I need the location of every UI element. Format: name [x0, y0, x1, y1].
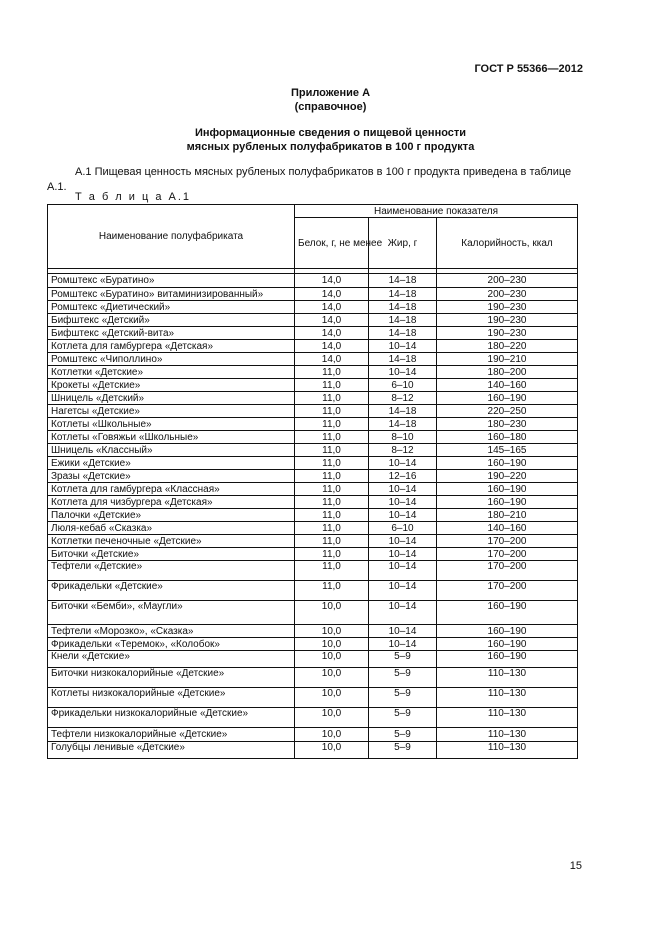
cell-product-name: Ромштекс «Буратино»: [48, 274, 295, 288]
cell-product-name: Тефтели «Морозко», «Сказка»: [48, 625, 295, 638]
cell-protein: 14,0: [295, 314, 369, 327]
appendix-title: Приложение А: [290, 87, 371, 99]
cell-protein: 10,0: [295, 601, 369, 625]
table-row: [48, 535, 578, 548]
table-row: [48, 742, 578, 759]
cell-protein: 11,0: [295, 581, 369, 601]
cell-product-name: Зразы «Детские»: [48, 470, 295, 483]
cell-product-name: Котлетки печеночные «Детские»: [48, 535, 295, 548]
cell-protein: 11,0: [295, 366, 369, 379]
cell-protein: 11,0: [295, 483, 369, 496]
cell-calories: 170–200: [437, 535, 578, 548]
cell-protein: 11,0: [295, 548, 369, 561]
cell-calories: 180–200: [437, 366, 578, 379]
cell-product-name: Бифштекс «Детский»: [48, 314, 295, 327]
table-row: [48, 651, 578, 668]
table-row: [48, 509, 578, 522]
table-row: [48, 366, 578, 379]
cell-product-name: Крокеты «Детские»: [48, 379, 295, 392]
cell-fat: 10–14: [369, 366, 437, 379]
cell-calories: 160–190: [437, 392, 578, 405]
cell-calories: 190–210: [437, 353, 578, 366]
appendix-heading: [0, 86, 661, 114]
table-row: [48, 431, 578, 444]
table-row: [48, 353, 578, 366]
cell-fat: 5–9: [369, 688, 437, 708]
table-row: [48, 561, 578, 581]
table-row: [48, 392, 578, 405]
cell-fat: 10–14: [369, 457, 437, 470]
cell-product-name: Ромштекс «Диетический»: [48, 301, 295, 314]
cell-fat: 12–16: [369, 470, 437, 483]
cell-fat: 8–10: [369, 431, 437, 444]
section-title-line-2: мясных рубленых полуфабрикатов в 100 г продукта: [186, 141, 475, 153]
table-row: [48, 327, 578, 340]
cell-protein: 14,0: [295, 353, 369, 366]
cell-product-name: Голубцы ленивые «Детские»: [48, 742, 295, 759]
cell-calories: 160–190: [437, 457, 578, 470]
cell-calories: 190–220: [437, 470, 578, 483]
cell-product-name: Ежики «Детские»: [48, 457, 295, 470]
table-row: [48, 483, 578, 496]
table-row: [48, 548, 578, 561]
cell-fat: 14–18: [369, 418, 437, 431]
cell-protein: 11,0: [295, 522, 369, 535]
cell-product-name: Фрикадельки «Теремок», «Колобок»: [48, 638, 295, 651]
cell-protein: 11,0: [295, 444, 369, 457]
cell-product-name: Котлета для гамбургера «Классная»: [48, 483, 295, 496]
cell-product-name: Палочки «Детские»: [48, 509, 295, 522]
cell-calories: 110–130: [437, 742, 578, 759]
cell-protein: 11,0: [295, 496, 369, 509]
table-row: [48, 418, 578, 431]
cell-calories: 160–190: [437, 638, 578, 651]
cell-product-name: Шницель «Классный»: [48, 444, 295, 457]
cell-fat: 10–14: [369, 581, 437, 601]
table-row: [48, 288, 578, 301]
cell-fat: 8–12: [369, 444, 437, 457]
standard-number: ГОСТ Р 55366—2012: [474, 63, 583, 75]
cell-calories: 170–200: [437, 561, 578, 581]
cell-fat: 10–14: [369, 496, 437, 509]
cell-protein: 10,0: [295, 742, 369, 759]
cell-fat: 10–14: [369, 601, 437, 625]
cell-protein: 11,0: [295, 405, 369, 418]
table-row: [48, 601, 578, 625]
header-fat: Жир, г: [369, 218, 437, 269]
cell-product-name: Люля-кебаб «Сказка»: [48, 522, 295, 535]
cell-fat: 10–14: [369, 638, 437, 651]
cell-protein: 11,0: [295, 457, 369, 470]
table-row: [48, 444, 578, 457]
cell-fat: 10–14: [369, 509, 437, 522]
table-row: [48, 301, 578, 314]
cell-fat: 10–14: [369, 483, 437, 496]
cell-calories: 110–130: [437, 708, 578, 728]
cell-protein: 10,0: [295, 728, 369, 742]
cell-protein: 11,0: [295, 561, 369, 581]
cell-calories: 170–200: [437, 548, 578, 561]
cell-product-name: Тефтели низкокалорийные «Детские»: [48, 728, 295, 742]
cell-product-name: Фрикадельки низкокалорийные «Детские»: [48, 708, 295, 728]
cell-fat: 5–9: [369, 668, 437, 688]
cell-fat: 14–18: [369, 353, 437, 366]
cell-calories: 190–230: [437, 301, 578, 314]
cell-product-name: Биточки «Детские»: [48, 548, 295, 561]
cell-calories: 170–200: [437, 581, 578, 601]
cell-fat: 14–18: [369, 327, 437, 340]
cell-calories: 160–190: [437, 483, 578, 496]
cell-calories: 180–220: [437, 340, 578, 353]
cell-calories: 110–130: [437, 668, 578, 688]
cell-fat: 14–18: [369, 301, 437, 314]
table-row: [48, 457, 578, 470]
cell-calories: 190–230: [437, 327, 578, 340]
section-title-line-1: Информационные сведения о пищевой ценности: [194, 127, 467, 139]
table-row: [48, 340, 578, 353]
cell-product-name: Котлеты низкокалорийные «Детские»: [48, 688, 295, 708]
cell-protein: 14,0: [295, 301, 369, 314]
cell-product-name: Биточки низкокалорийные «Детские»: [48, 668, 295, 688]
cell-calories: 160–190: [437, 625, 578, 638]
cell-protein: 14,0: [295, 340, 369, 353]
table-row: [48, 688, 578, 708]
cell-fat: 6–10: [369, 379, 437, 392]
page-number: 15: [569, 860, 582, 872]
cell-calories: 110–130: [437, 728, 578, 742]
table-body: [48, 274, 578, 759]
cell-calories: 200–230: [437, 288, 578, 301]
cell-fat: 14–18: [369, 288, 437, 301]
appendix-subtitle: (справочное): [294, 101, 367, 113]
cell-calories: 180–210: [437, 509, 578, 522]
cell-calories: 160–190: [437, 601, 578, 625]
table-row: [48, 314, 578, 327]
cell-calories: 200–230: [437, 274, 578, 288]
header-protein: Белок, г, не менее: [295, 218, 369, 269]
cell-protein: 11,0: [295, 418, 369, 431]
cell-fat: 8–12: [369, 392, 437, 405]
cell-fat: 5–9: [369, 708, 437, 728]
section-title: [0, 126, 661, 154]
cell-product-name: Котлеты «Школьные»: [48, 418, 295, 431]
cell-protein: 11,0: [295, 392, 369, 405]
cell-calories: 110–130: [437, 688, 578, 708]
cell-product-name: Шницель «Детский»: [48, 392, 295, 405]
table-row: [48, 379, 578, 392]
cell-protein: 10,0: [295, 651, 369, 668]
cell-protein: 10,0: [295, 638, 369, 651]
table-row: [48, 522, 578, 535]
cell-product-name: Котлетки «Детские»: [48, 366, 295, 379]
table-row: [48, 638, 578, 651]
cell-fat: 5–9: [369, 742, 437, 759]
cell-fat: 10–14: [369, 535, 437, 548]
cell-product-name: Бифштекс «Детский-вита»: [48, 327, 295, 340]
cell-calories: 145–165: [437, 444, 578, 457]
cell-calories: 160–190: [437, 651, 578, 668]
header-product-name: Наименование полуфабриката: [48, 205, 295, 269]
cell-protein: 10,0: [295, 625, 369, 638]
cell-calories: 180–230: [437, 418, 578, 431]
header-indicator-group: Наименование показателя: [295, 205, 578, 218]
cell-protein: 10,0: [295, 688, 369, 708]
table-row: [48, 274, 578, 288]
cell-fat: 14–18: [369, 405, 437, 418]
cell-fat: 14–18: [369, 274, 437, 288]
cell-fat: 10–14: [369, 625, 437, 638]
nutrition-table: [47, 204, 578, 759]
cell-fat: 14–18: [369, 314, 437, 327]
table-row: [48, 470, 578, 483]
cell-fat: 10–14: [369, 340, 437, 353]
table-row: [48, 708, 578, 728]
cell-calories: 140–160: [437, 522, 578, 535]
cell-product-name: Тефтели «Детские»: [48, 561, 295, 581]
cell-fat: 10–14: [369, 561, 437, 581]
cell-calories: 220–250: [437, 405, 578, 418]
header-calories: Калорийность, ккал: [437, 218, 578, 269]
table-label: Т а б л и ц а А.1: [75, 191, 192, 203]
cell-protein: 14,0: [295, 327, 369, 340]
table-row: [48, 668, 578, 688]
cell-calories: 160–180: [437, 431, 578, 444]
cell-product-name: Нагетсы «Детские»: [48, 405, 295, 418]
cell-fat: 10–14: [369, 548, 437, 561]
cell-product-name: Ромштекс «Чиполлино»: [48, 353, 295, 366]
cell-calories: 140–160: [437, 379, 578, 392]
cell-product-name: Кнели «Детские»: [48, 651, 295, 668]
table-row: [48, 728, 578, 742]
cell-protein: 11,0: [295, 535, 369, 548]
cell-product-name: Ромштекс «Буратино» витаминизированный»: [48, 288, 295, 301]
cell-protein: 10,0: [295, 708, 369, 728]
cell-fat: 5–9: [369, 728, 437, 742]
cell-protein: 14,0: [295, 288, 369, 301]
table-row: [48, 581, 578, 601]
cell-product-name: Котлеты «Говяжьи «Школьные»: [48, 431, 295, 444]
cell-product-name: Фрикадельки «Детские»: [48, 581, 295, 601]
cell-calories: 160–190: [437, 496, 578, 509]
cell-calories: 190–230: [437, 314, 578, 327]
table-row: [48, 496, 578, 509]
table-row: [48, 625, 578, 638]
cell-protein: 11,0: [295, 509, 369, 522]
cell-protein: 11,0: [295, 379, 369, 392]
cell-product-name: Котлета для гамбургера «Детская»: [48, 340, 295, 353]
cell-protein: 11,0: [295, 470, 369, 483]
cell-fat: 5–9: [369, 651, 437, 668]
table-row: [48, 405, 578, 418]
cell-fat: 6–10: [369, 522, 437, 535]
cell-product-name: Биточки «Бемби», «Маугли»: [48, 601, 295, 625]
cell-protein: 11,0: [295, 431, 369, 444]
cell-protein: 14,0: [295, 274, 369, 288]
intro-paragraph: А.1 Пищевая ценность мясных рубленых полуфабрикатов в 100 г продукта приведена в таблице А.1.: [47, 166, 572, 193]
cell-product-name: Котлета для чизбургера «Детская»: [48, 496, 295, 509]
cell-protein: 10,0: [295, 668, 369, 688]
